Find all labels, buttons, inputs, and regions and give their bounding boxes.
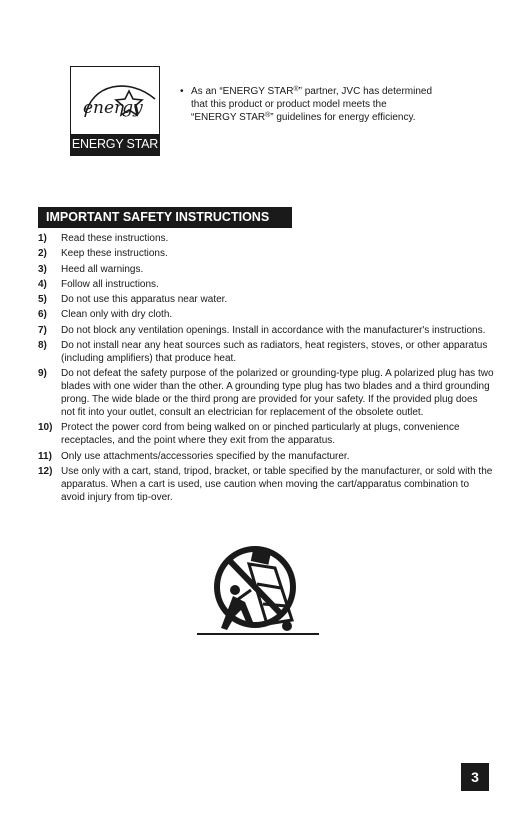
list-item: 4) Follow all instructions. [38, 278, 159, 290]
safety-instructions-list [38, 233, 494, 507]
list-item: 11) Only use attachments/accessories specified by the manufacturer. [38, 450, 350, 462]
list-item: 9) Do not defeat the safety purpose of the polarized or grounding-type plug. A polarized plug has two blades with one wider than the other. A grounding type plug has two blades and a third grounding prong. The wide blade or the third prong are provided for your safety. If the provided plug does not fit into your outlet, consult an electrician for replacement of the obsolete outlet. [38, 368, 494, 418]
energy-star-icon [71, 67, 161, 135]
list-item: 2) Keep these instructions. [38, 248, 168, 260]
list-item: 6) Clean only with dry cloth. [38, 309, 173, 321]
bullet: • [180, 86, 184, 97]
energy-star-logo [70, 66, 160, 156]
energy-note-line-2: that this product or product model meets the [191, 98, 387, 110]
energy-star-note [180, 86, 480, 124]
safety-heading: IMPORTANT SAFETY INSTRUCTIONS [38, 207, 292, 228]
page-number: 3 [461, 763, 489, 791]
list-item: 5) Do not use this apparatus near water. [38, 294, 228, 306]
list-item: 1) Read these instructions. [38, 233, 169, 244]
list-item: 8) Do not install near any heat sources such as radiators, heat registers, stoves, or other apparatus (including amplifiers) that produce heat. [38, 340, 488, 364]
energy-note-line-3: “ENERGY STAR®” guidelines for energy efficiency. [191, 111, 416, 123]
energy-script-text: energy [83, 98, 143, 118]
list-item: 12) Use only with a cart, stand, tripod, bracket, or table specified by the manufacturer, or sold with the apparatus. When a cart is used, use caution when moving the cart/apparatus combination to avoid injury from tip-over. [38, 465, 493, 503]
list-item: 3) Heed all warnings. [38, 263, 144, 275]
energy-note-line-1: As an “ENERGY STAR®” partner, JVC has determined [191, 86, 433, 97]
list-item: 10) Protect the power cord from being walked on or pinched particularly at plugs, convenience receptacles, and the point where they exit from the apparatus. [38, 422, 460, 447]
no-cart-tip-over-icon [197, 546, 319, 643]
energy-star-band-label: ENERGY STAR [71, 134, 159, 155]
list-item: 7) Do not block any ventilation openings. Install in accordance with the manufacturer's instructions. [38, 324, 486, 336]
